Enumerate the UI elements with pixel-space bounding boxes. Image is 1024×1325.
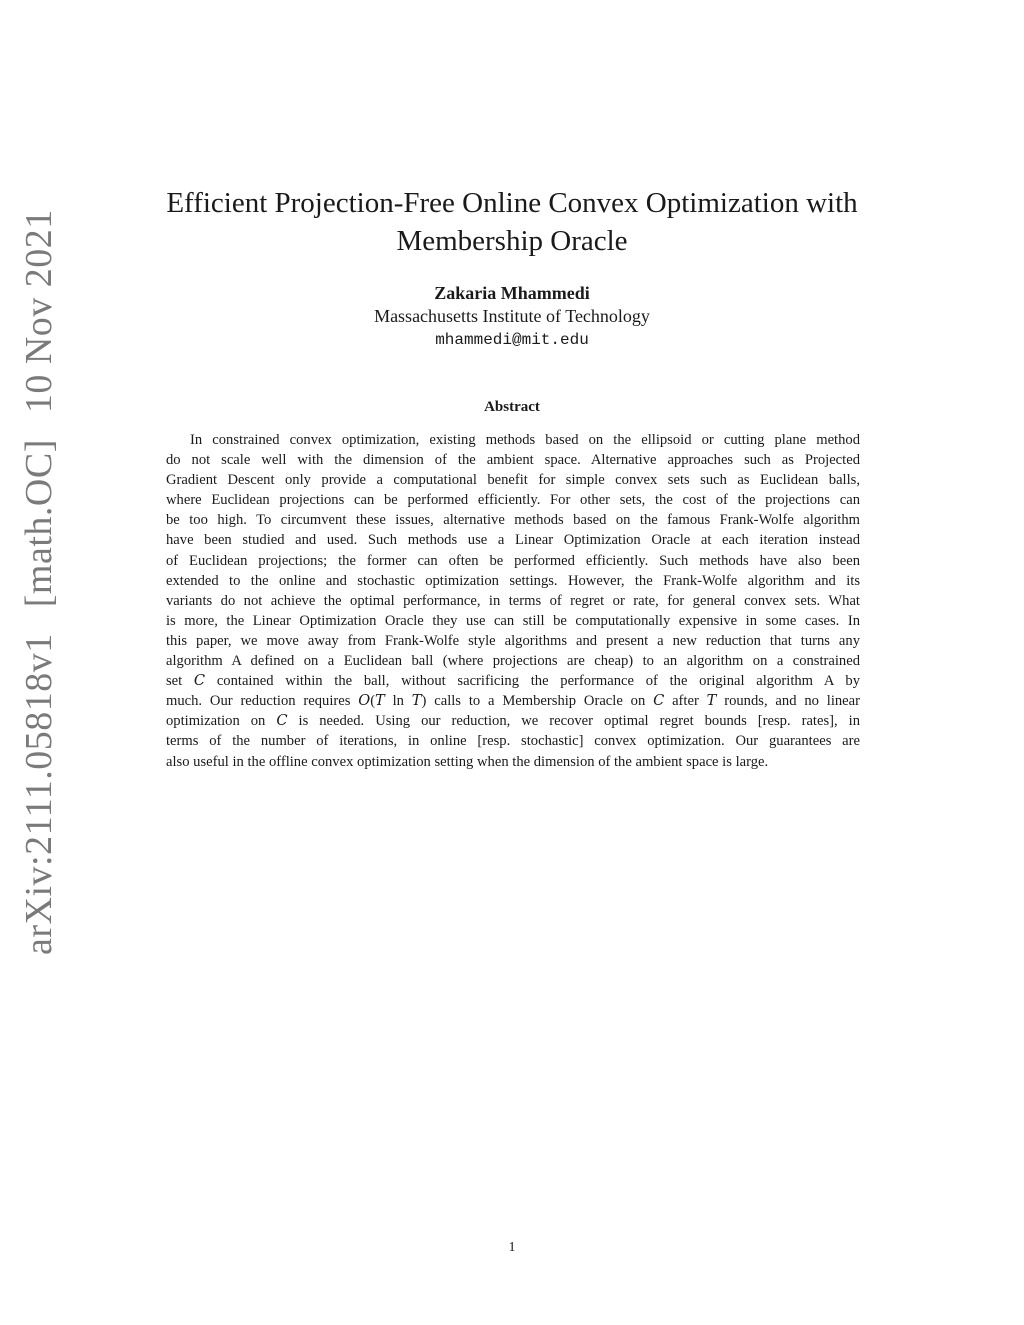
abstract-heading: Abstract [484,399,540,415]
paper-title [150,184,874,260]
abstract-line: In constrained convex optimization, existing methods based on the ellipsoid or cutting plane method [190,432,860,448]
abstract-line: this paper, we move away from Frank-Wolfe style algorithms and present a new reduction that turns any [166,632,860,649]
paper-title-line-2: Membership Oracle [396,225,628,257]
paper-title-line-1: Efficient Projection-Free Online Convex Optimization with [166,187,858,219]
abstract-line: variants do not achieve the optimal performance, in terms of regret or rate, for general convex sets. What [166,592,860,609]
abstract-line: extended to the online and stochastic optimization settings. However, the Frank-Wolfe algorithm and its [166,572,860,589]
abstract-line: where Euclidean projections can be performed efficiently. For other sets, the cost of the projections can [166,492,860,509]
abstract-line: terms of the number of iterations, in online [resp. stochastic] convex optimization. Our guarantees are [166,733,860,750]
abstract-body [166,430,860,772]
abstract-line: Gradient Descent only provide a computational benefit for simple convex sets such as Euclidean balls, [166,472,860,489]
author-affiliation: Massachusetts Institute of Technology [374,306,650,326]
abstract-line: of Euclidean projections; the former can often be performed efficiently. Such methods have also been [166,552,860,569]
abstract-line: have been studied and used. Such methods use a Linear Optimization Oracle at each iteration instead [166,532,860,549]
abstract-line: much. Our reduction requires 𝑂(𝑇 ln 𝑇) calls to a Membership Oracle on 𝐶 after 𝑇 rounds, and no linear [166,693,860,710]
author-email: mhammedi@mit.edu [435,331,589,349]
abstract-line: is more, the Linear Optimization Oracle they use can still be computationally expensive in some cases. In [166,612,860,629]
arxiv-category: [math.OC] [18,439,60,608]
abstract-line: optimization on 𝐶 is needed. Using our reduction, we recover optimal regret bounds [resp. rates], in [166,713,860,730]
page-number: 1 [508,1240,516,1255]
abstract-line: algorithm A defined on a Euclidean ball (where projections are cheap) to an algorithm on a constrained [166,653,860,670]
arxiv-date: 10 Nov 2021 [18,209,60,414]
author-name: Zakaria Mhammedi [434,283,590,303]
arxiv-id: arXiv:2111.05818v1 [18,633,60,955]
abstract-line: set 𝐶 contained within the ball, without sacrificing the performance of the original algorithm A by [166,673,860,690]
abstract-line: also useful in the offline convex optimization setting when the dimension of the ambient space is large. [166,753,769,770]
abstract-line: do not scale well with the dimension of the ambient space. Alternative approaches such as Projected [166,452,860,469]
abstract-line: be too high. To circumvent these issues, alternative methods based on the famous Frank-Wolfe algorithm [166,512,860,529]
